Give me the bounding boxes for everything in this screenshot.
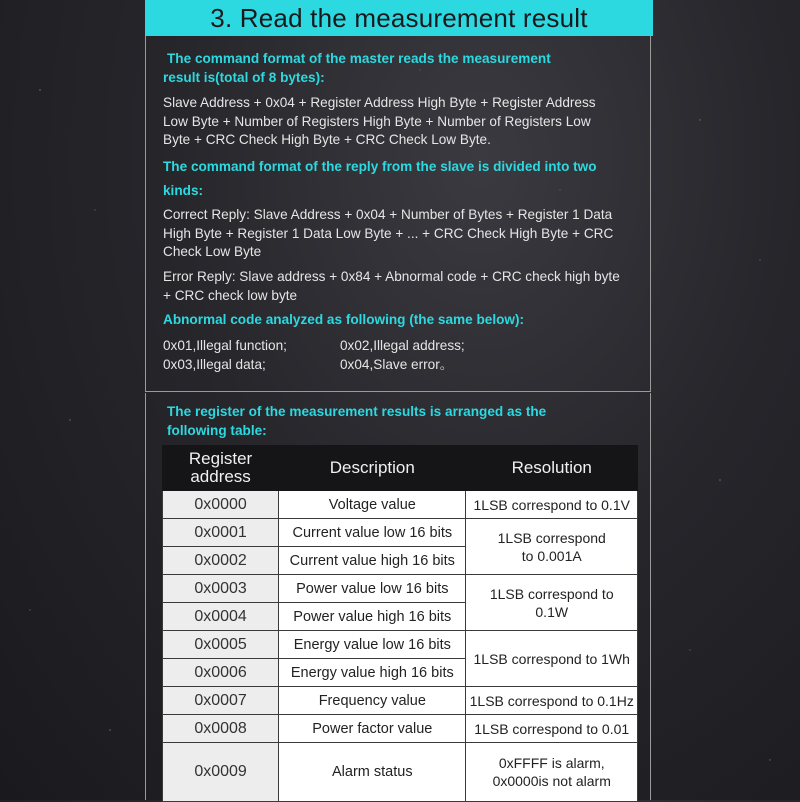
resolution-cell: 1LSB correspond to 0.01 bbox=[466, 715, 638, 743]
text-line: Low Byte + Number of Registers High Byte + Number of Registers Low bbox=[163, 113, 591, 129]
description-cell: Power factor value bbox=[279, 715, 466, 743]
register-address-cell: 0x0000 bbox=[163, 491, 279, 519]
reply-command-heading bbox=[163, 155, 645, 203]
text-line: Error Reply: Slave address + 0x84 + Abnormal code + CRC check high byte bbox=[163, 269, 620, 284]
code-row bbox=[163, 356, 465, 375]
table-intro-line: The register of the measurement results is arranged as the bbox=[167, 404, 547, 419]
description-cell: Current value low 16 bits bbox=[279, 519, 466, 547]
text-line: Byte + CRC Check High Byte + CRC Check Low Byte. bbox=[163, 132, 491, 147]
reply-heading-line: kinds: bbox=[163, 183, 204, 198]
correct-reply-text bbox=[163, 206, 645, 262]
register-address-cell: 0x0004 bbox=[163, 603, 279, 631]
text-line: Check Low Byte bbox=[163, 244, 262, 259]
code-row bbox=[163, 337, 465, 356]
resolution-cell: 1LSB correspond to 0.1W bbox=[466, 575, 638, 631]
resolution-cell: 1LSB correspond to 1Wh bbox=[466, 631, 638, 687]
code-item: 0x01,Illegal function; bbox=[163, 338, 287, 353]
register-table bbox=[162, 445, 638, 802]
reply-heading-line: The command format of the reply from the slave is divided into two bbox=[163, 159, 597, 174]
table-row bbox=[163, 631, 638, 659]
text-line: + CRC check low byte bbox=[163, 287, 298, 303]
header-resolution: Resolution bbox=[466, 446, 638, 491]
register-address-cell: 0x0006 bbox=[163, 659, 279, 687]
resolution-cell: 1LSB correspond to 0.1Hz bbox=[466, 687, 638, 715]
master-command-text bbox=[163, 94, 645, 150]
register-address-cell: 0x0005 bbox=[163, 631, 279, 659]
resolution-cell: 1LSB correspond to 0.1V bbox=[466, 491, 638, 519]
table-row bbox=[163, 519, 638, 547]
register-address-cell: 0x0007 bbox=[163, 687, 279, 715]
code-item: 0x03,Illegal data; bbox=[163, 356, 266, 372]
master-heading-line: result is(total of 8 bytes): bbox=[163, 69, 325, 85]
register-address-cell: 0x0009 bbox=[163, 743, 279, 802]
description-cell: Alarm status bbox=[279, 743, 466, 802]
description-cell: Current value high 16 bits bbox=[279, 547, 466, 575]
code-item: 0x04,Slave error。 bbox=[340, 356, 454, 372]
table-intro bbox=[167, 403, 627, 440]
code-item: 0x02,Illegal address; bbox=[340, 338, 465, 353]
abnormal-code-heading: Abnormal code analyzed as following (the same below): bbox=[163, 312, 525, 327]
master-command-heading bbox=[163, 50, 645, 87]
table-row bbox=[163, 491, 638, 519]
table-intro-line: following table: bbox=[167, 422, 267, 438]
description-cell: Frequency value bbox=[279, 687, 466, 715]
table-row bbox=[163, 743, 638, 802]
abnormal-code-list bbox=[163, 337, 465, 374]
header-description: Description bbox=[279, 446, 466, 491]
table-header-row bbox=[163, 446, 638, 491]
master-heading-line: The command format of the master reads the measurement bbox=[167, 51, 551, 66]
resolution-cell: 1LSB correspond to 0.001A bbox=[466, 519, 638, 575]
resolution-cell: 0xFFFF is alarm, 0x0000is not alarm bbox=[466, 743, 638, 802]
text-line: Slave Address + 0x04 + Register Address High Byte + Register Address bbox=[163, 95, 596, 110]
description-cell: Energy value high 16 bits bbox=[279, 659, 466, 687]
register-address-cell: 0x0002 bbox=[163, 547, 279, 575]
header-register-address bbox=[163, 446, 279, 491]
description-cell: Energy value low 16 bits bbox=[279, 631, 466, 659]
register-address-cell: 0x0001 bbox=[163, 519, 279, 547]
text-line: Correct Reply: Slave Address + 0x04 + Number of Bytes + Register 1 Data bbox=[163, 207, 613, 222]
text-line: High Byte + Register 1 Data Low Byte + ... + CRC Check High Byte + CRC bbox=[163, 225, 614, 241]
register-address-cell: 0x0008 bbox=[163, 715, 279, 743]
description-cell: Voltage value bbox=[279, 491, 466, 519]
error-reply-text bbox=[163, 268, 645, 305]
page-title: 3. Read the measurement result bbox=[145, 0, 653, 36]
description-cell: Power value high 16 bits bbox=[279, 603, 466, 631]
table-row bbox=[163, 575, 638, 603]
table-row bbox=[163, 687, 638, 715]
table-row bbox=[163, 715, 638, 743]
header-label: Register address bbox=[188, 449, 253, 486]
register-address-cell: 0x0003 bbox=[163, 575, 279, 603]
description-cell: Power value low 16 bits bbox=[279, 575, 466, 603]
